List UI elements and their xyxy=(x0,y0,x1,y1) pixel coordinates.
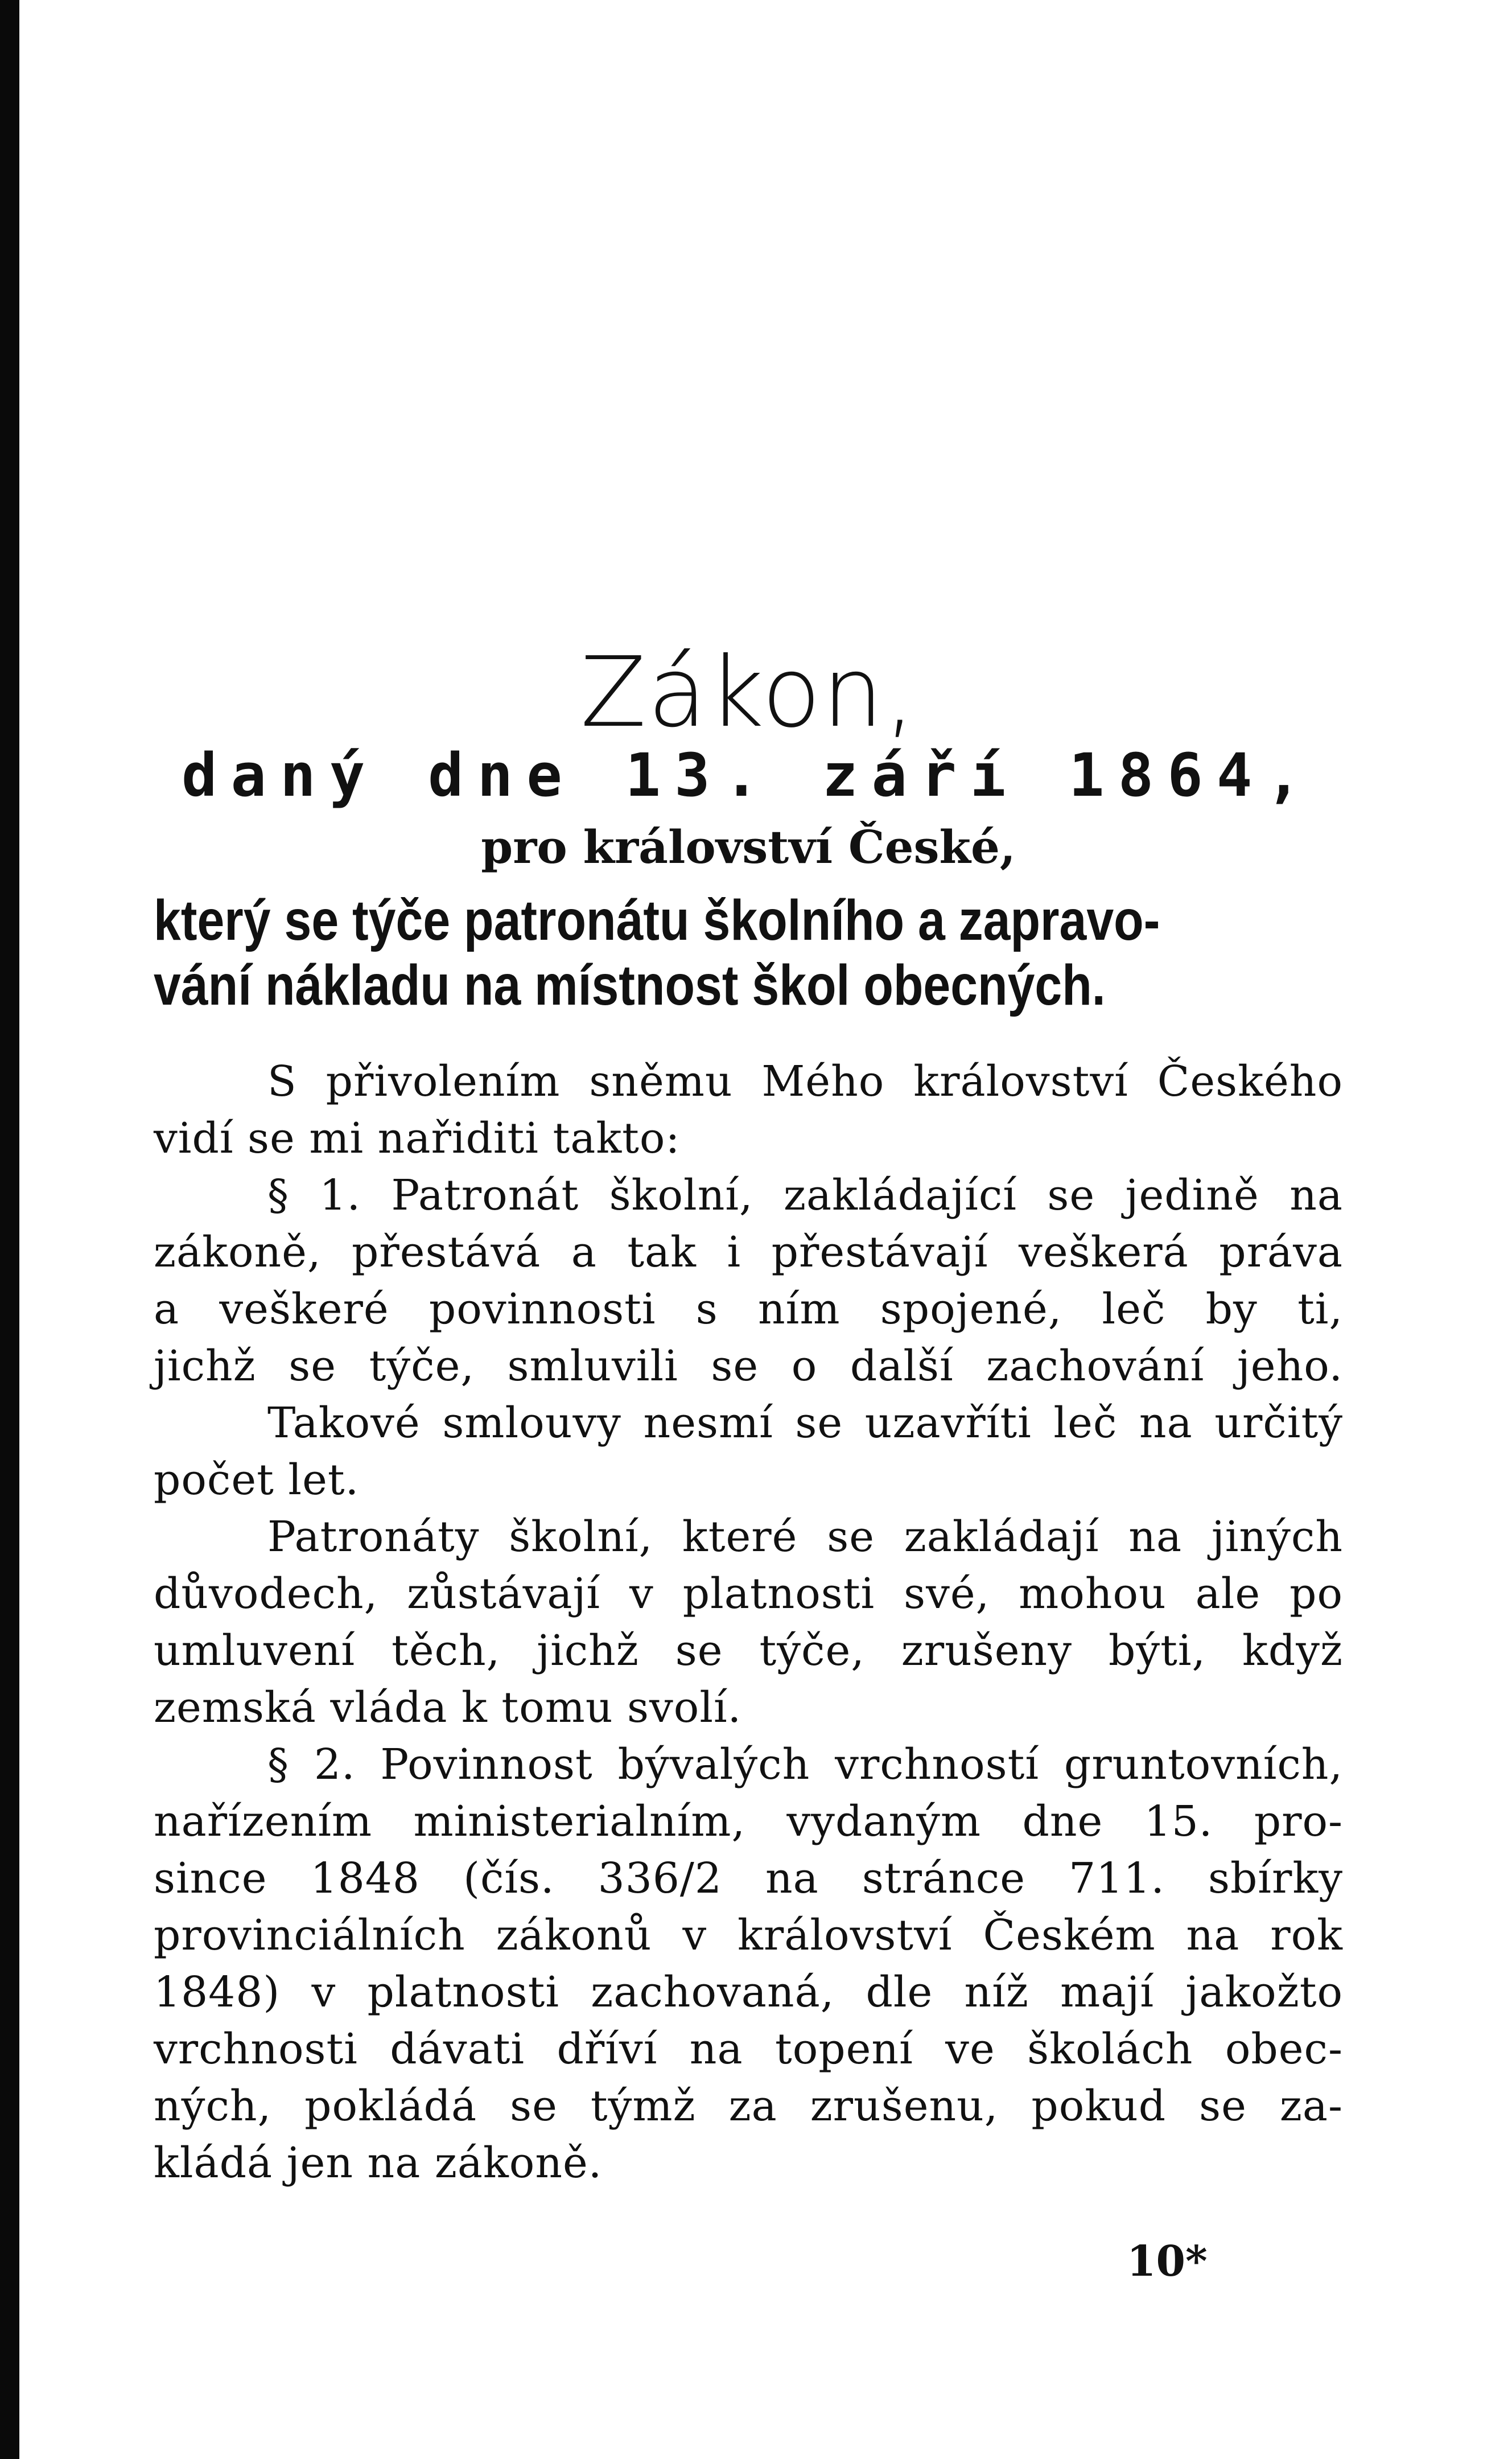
body-line: 1848) v platnosti zachovaná, dle níž mají jakožto xyxy=(154,1968,1343,2017)
body-line: zákoně, přestává a tak i přestávají veškerá práva xyxy=(154,1228,1343,1277)
subtitle-line: vání nákladu na místnost škol obecných. xyxy=(154,953,1106,1017)
law-title: Zákon, xyxy=(580,636,917,749)
body-line: vidí se mi nařiditi takto: xyxy=(154,1114,681,1163)
body-line: Takové smlouvy nesmí se uzavříti leč na určitý xyxy=(267,1399,1343,1448)
body-line: zemská vláda k tomu svolí. xyxy=(154,1683,742,1732)
section-1-line: § 1. Patronát školní, zakládající se jedině na xyxy=(267,1171,1343,1220)
body-line: kládá jen na zákoně. xyxy=(154,2139,603,2187)
law-body xyxy=(154,1053,1343,2191)
body-line: S přivolením sněmu Mého království Českého xyxy=(267,1057,1343,1106)
law-date: daný dne 13. září 1864, xyxy=(181,741,1316,810)
subtitle-line: který se týče patronátu školního a zapravo- xyxy=(154,889,1160,952)
page-binding-edge xyxy=(0,0,19,2459)
body-line: počet let. xyxy=(154,1455,360,1504)
body-line: provinciálních zákonů v království Českém na rok xyxy=(154,1911,1343,1960)
document-page xyxy=(154,0,1343,2459)
body-line: ných, pokládá se týmž za zrušenu, pokud se za- xyxy=(154,2082,1343,2131)
law-subtitle xyxy=(154,888,1176,1018)
body-line: Patronáty školní, které se zakládají na jiných xyxy=(267,1512,1343,1561)
body-line: důvodech, zůstávají v platnosti své, mohou ale po xyxy=(154,1569,1343,1618)
page-number: 10* xyxy=(1127,2237,1208,2286)
body-line: since 1848 (čís. 336/2 na stránce 711. sbírky xyxy=(154,1854,1343,1903)
body-line: jichž se týče, smluvili se o další zachování jeho. xyxy=(154,1342,1343,1391)
body-line: a veškeré povinnosti s ním spojené, leč by ti, xyxy=(154,1285,1343,1334)
body-line: umluvení těch, jichž se týče, zrušeny býti, když xyxy=(154,1626,1343,1675)
body-line: vrchnosti dávati dříví na topení ve školách obec- xyxy=(154,2025,1343,2074)
body-line: nařízením ministerialním, vydaným dne 15. pro- xyxy=(154,1797,1343,1846)
section-2-line: § 2. Povinnost bývalých vrchností gruntovních, xyxy=(267,1740,1343,1789)
kingdom-line: pro království České, xyxy=(481,820,1016,874)
